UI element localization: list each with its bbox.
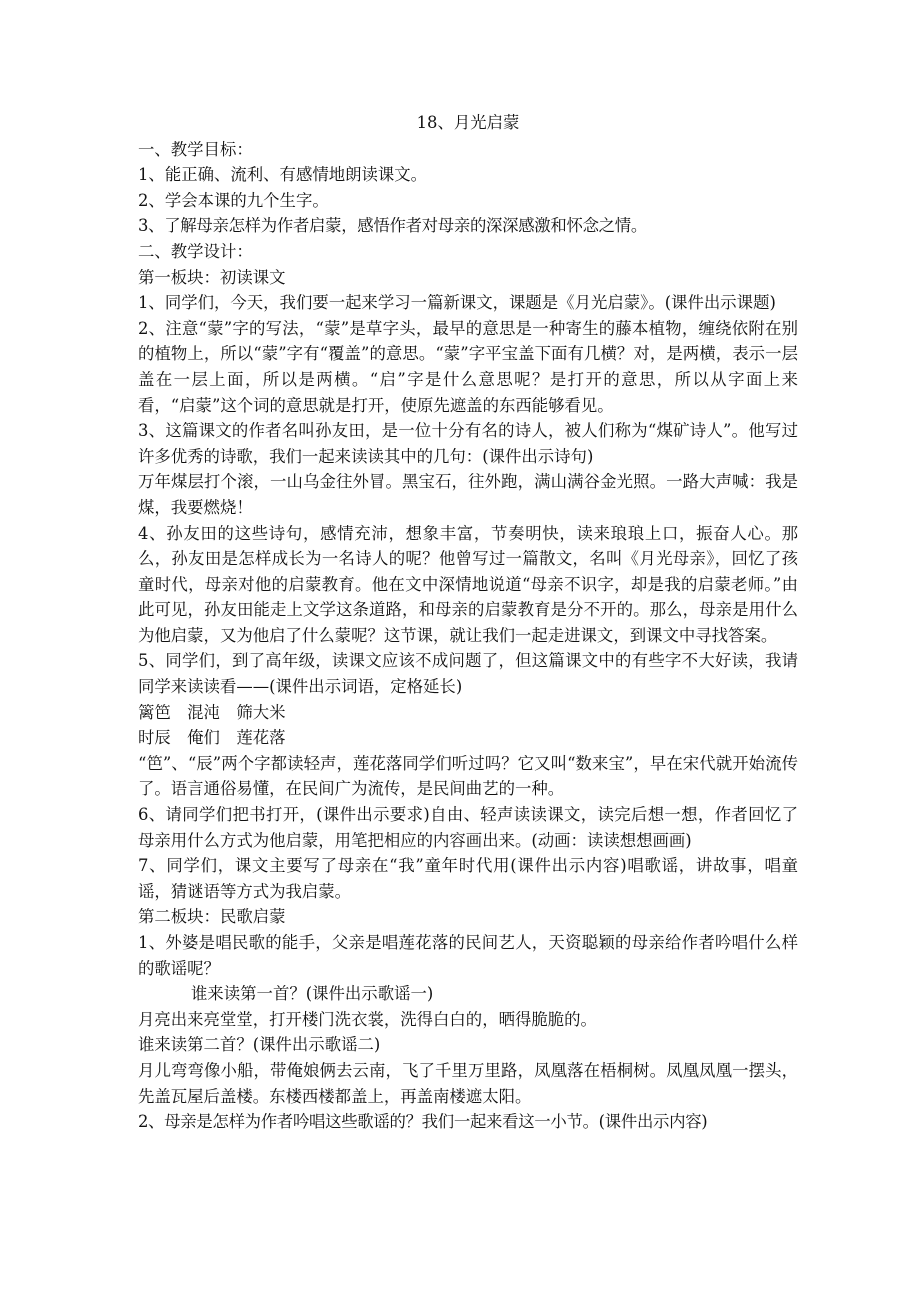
- prompt-line: 谁来读第一首？(课件出示歌谣一): [191, 984, 434, 1004]
- goal-2: 2、学会本课的九个生字。: [138, 190, 329, 210]
- song-text: 月儿弯弯像小船，带俺娘俩去云南，飞了千里万里路，凤凰落在梧桐树。凤凰凤凰一摆头，先盖瓦屋后盖楼。东楼西楼都盖上，再盖南楼遮太阳。: [138, 1060, 798, 1106]
- document-title: 18、月光启蒙: [416, 113, 520, 132]
- section-heading-design: 二、教学设计：: [138, 241, 253, 261]
- section-heading-goals: 一、教学目标：: [138, 139, 253, 159]
- goal-3: 3、了解母亲怎样为作者启蒙，感悟作者对母亲的深深感激和怀念之情。: [138, 216, 647, 236]
- paragraph: 6、请同学们把书打开，(课件出示要求)自由、轻声读读课文，读完后想一想，作者回忆了母亲用什么方式为他启蒙，用笔把相应的内容画出来。(动画：读读想想画画): [138, 805, 798, 850]
- poem-lines: 万年煤层打个滚，一山乌金往外冒。黑宝石，往外跑，满山满谷金光照。一路大声喊：我是煤，我要燃烧！: [138, 472, 798, 517]
- block-heading-2: 第二板块：民歌启蒙: [138, 907, 286, 927]
- paragraph: 7、同学们，课文主要写了母亲在“我”童年时代用(课件出示内容)唱歌谣，讲故事，唱童谣，猜谜语等方式为我启蒙。: [138, 856, 798, 901]
- goal-1: 1、能正确、流利、有感情地朗读课文。: [138, 165, 428, 185]
- paragraph: 2、母亲是怎样为作者吟唱这些歌谣的？我们一起来看这一小节。(课件出示内容): [138, 1112, 708, 1132]
- paragraph: “笆”、“辰”两个字都读轻声，莲花落同学们听过吗？它又叫“数来宝”，早在宋代就开始流传了。语言通俗易懂，在民间广为流传，是民间曲艺的一种。: [138, 753, 798, 799]
- prompt-line: 谁来读第二首？(课件出示歌谣二): [138, 1035, 381, 1055]
- paragraph: 2、注意“蒙”字的写法，“蒙”是草字头，最早的意思是一种寄生的藤本植物，缠绕依附在别的植物上，所以“蒙”字有“覆盖”的意思。“蒙”字平宝盖下面有几横？对，是两横，表示一层盖在一层上面，所以是两横。“启”字是什么意思呢？是打开的意思，所以从字面上来看，“启蒙”这个词的意思就是打开，使原先遮盖的东西能够看见。: [138, 318, 798, 415]
- paragraph: 5、同学们，到了高年级，读课文应该不成问题了，但这篇课文中的有些字不大好读，我请同学来读读看——(课件出示词语，定格延长): [138, 651, 798, 697]
- paragraph: 4、孙友田的这些诗句，感情充沛，想象丰富，节奏明快，读来琅琅上口，振奋人心。那么，孙友田是怎样成长为一名诗人的呢？他曾写过一篇散文，名叫《月光母亲》，回忆了孩童时代，母亲对他的启蒙教育。他在文中深情地说道“母亲不识字，却是我的启蒙老师。”由此可见，孙友田能走上文学这条道路，和母亲的启蒙教育是分不开的。那么，母亲是用什么为他启蒙，又为他启了什么蒙呢？这节课，就让我们一起走进课文，到课文中寻找答案。: [138, 523, 798, 645]
- vocabulary-row: 时辰 俺们 莲花落: [138, 728, 286, 748]
- paragraph: 3、这篇课文的作者名叫孙友田，是一位十分有名的诗人，被人们称为“煤矿诗人”。他写过许多优秀的诗歌，我们一起来读读其中的几句：(课件出示诗句): [138, 421, 798, 466]
- document-page: [138, 110, 798, 1135]
- song-text: 月亮出来亮堂堂，打开楼门洗衣裳，洗得白白的，晒得脆脆的。: [138, 1009, 597, 1029]
- paragraph: 1、外婆是唱民歌的能手，父亲是唱莲花落的民间艺人，天资聪颖的母亲给作者吟唱什么样的歌谣呢？: [138, 933, 798, 978]
- paragraph: 1、同学们，今天，我们要一起来学习一篇新课文，课题是《月光启蒙》。(课件出示课题): [138, 293, 776, 313]
- block-heading-1: 第一板块：初读课文: [138, 267, 286, 287]
- vocabulary-row: 篱笆 混沌 筛大米: [138, 702, 286, 722]
